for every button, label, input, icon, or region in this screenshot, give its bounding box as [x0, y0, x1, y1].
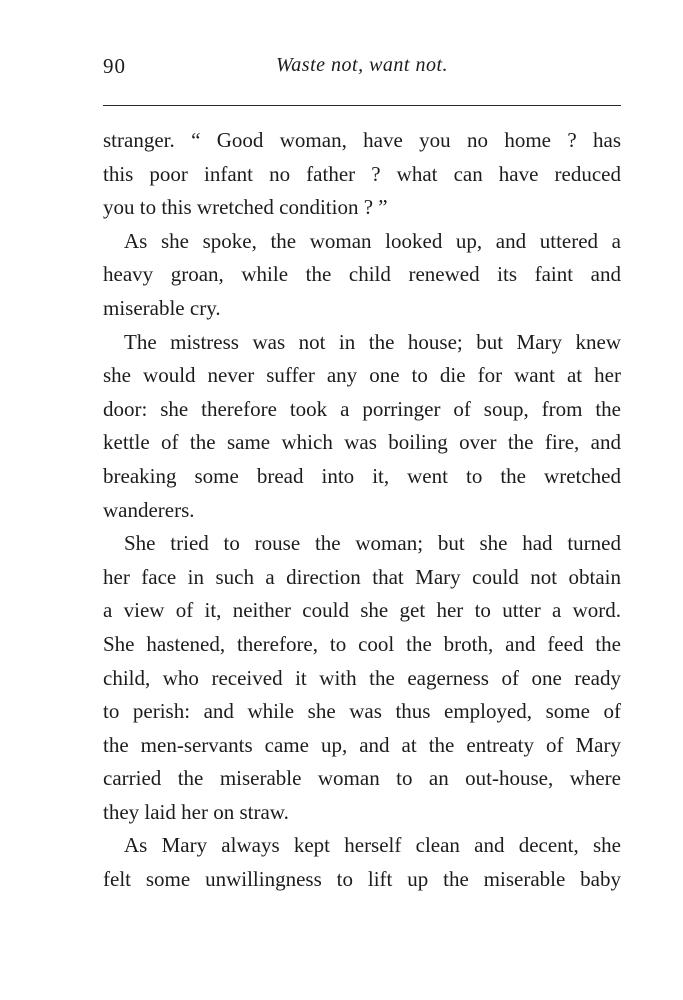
text-line: she would never suffer any one to die for want at her	[103, 363, 621, 388]
text-line: She hastened, therefore, to cool the broth, and feed the	[103, 631, 621, 656]
text-line: wanderers.	[103, 497, 195, 522]
text-line: they laid her on straw.	[103, 799, 289, 824]
text-line: the men-servants came up, and at the entreaty of Mary	[103, 732, 621, 757]
text-line: you to this wretched condition ? ”	[103, 195, 388, 220]
page-header	[103, 54, 621, 86]
text-line: carried the miserable woman to an out-house, where	[103, 766, 621, 791]
text-line: heavy groan, while the child renewed its faint and	[103, 262, 621, 287]
text-line: child, who received it with the eagerness of one ready	[103, 665, 621, 690]
body-text	[103, 124, 621, 897]
text-line: breaking some bread into it, went to the wretched	[103, 463, 621, 488]
header-rule	[103, 105, 621, 106]
text-line: her face in such a direction that Mary could not obtain	[103, 564, 621, 589]
text-line: miserable cry.	[103, 295, 221, 320]
text-line: this poor infant no father ? what can have reduced	[103, 161, 621, 186]
text-line: stranger. “ Good woman, have you no home ? has	[103, 128, 621, 152]
running-title: Waste not, want not.	[275, 54, 449, 76]
text-line: The mistress was not in the house; but Mary knew	[103, 329, 621, 354]
text-line: kettle of the same which was boiling over the fire, and	[103, 430, 621, 455]
text-line: As she spoke, the woman looked up, and uttered a	[103, 228, 621, 253]
text-line: She tried to rouse the woman; but she had turned	[103, 531, 621, 556]
text-line: a view of it, neither could she get her to utter a word.	[103, 598, 621, 623]
text-line: As Mary always kept herself clean and decent, she	[103, 833, 621, 858]
page-number: 90	[103, 54, 126, 78]
text-line: door: she therefore took a porringer of soup, from the	[103, 396, 621, 421]
text-line: felt some unwillingness to lift up the miserable baby	[103, 867, 621, 892]
text-line: to perish: and while she was thus employed, some of	[103, 699, 621, 724]
